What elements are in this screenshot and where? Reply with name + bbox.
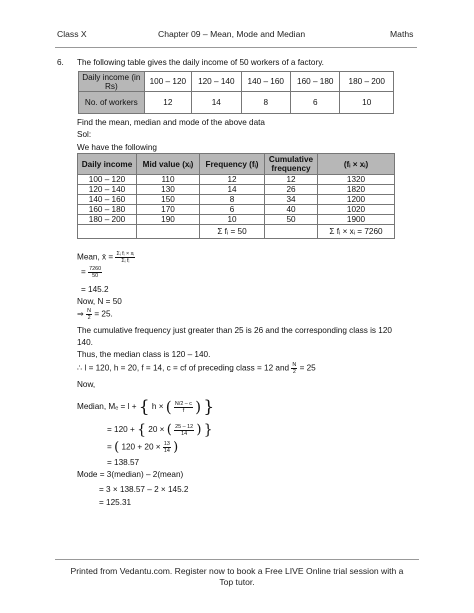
mean-label: Mean, <box>77 252 100 262</box>
table1-workers: 6 <box>291 92 340 114</box>
table2-cell: 1020 <box>318 205 395 215</box>
table2-cell: 1320 <box>318 175 395 185</box>
step2-denominator: 14 <box>181 430 188 437</box>
table1-class: 160 – 180 <box>291 72 340 92</box>
table2-cell: 26 <box>265 185 318 195</box>
left-brace-icon: { <box>137 422 146 438</box>
mean-denominator: Σᵢ fᵢ <box>121 258 130 264</box>
median-formula <box>77 397 214 417</box>
question-number: 6. <box>57 58 64 67</box>
cf-line-1: The cumulative frequency just greater than 25 is 26 and the corresponding class is 120 <box>77 326 392 335</box>
median-fraction <box>174 401 193 414</box>
n-line: Now, N = 50 <box>77 297 122 306</box>
footer-line-2: Top tutor. <box>219 577 255 587</box>
table1-class: 140 – 160 <box>241 72 290 92</box>
right-paren-icon: ) <box>196 422 202 438</box>
right-paren-icon: ) <box>173 440 179 455</box>
implies-icon: ⇒ <box>77 309 84 319</box>
table1-workers: 14 <box>192 92 241 114</box>
left-paren-icon: ( <box>165 398 172 416</box>
table2-cell: 160 – 180 <box>78 205 137 215</box>
table2-header: Daily income <box>78 154 137 175</box>
right-paren-icon: ) <box>195 398 202 416</box>
median-h: h × <box>151 402 164 412</box>
n2-numerator: N <box>87 308 92 314</box>
mean-denominator-2: 50 <box>92 273 99 279</box>
step3-denominator: 14 <box>163 448 170 454</box>
table2-header: (fᵢ × xᵢ) <box>318 154 395 175</box>
median-result: = 138.57 <box>107 458 140 467</box>
left-paren-icon: ( <box>166 422 172 438</box>
table1-row-label-workers: No. of workers <box>79 92 145 114</box>
step3-text: = <box>107 442 112 452</box>
params-line <box>77 362 316 375</box>
table2-cell: 140 – 160 <box>78 195 137 205</box>
table2-cell: 34 <box>265 195 318 205</box>
params-fraction <box>291 362 297 375</box>
header-rule <box>55 47 417 48</box>
table2-cell: 120 – 140 <box>78 185 137 195</box>
step3-numerator: 13 <box>163 441 170 447</box>
params-text: ∴ l = 120, h = 20, f = 14, c = cf of preceding class = 12 and <box>77 363 290 373</box>
mean-xbar: x̄ = <box>102 252 114 262</box>
mode-step: = 3 × 138.57 – 2 × 145.2 <box>99 485 189 494</box>
table2-cell: 6 <box>200 205 265 215</box>
table1-class: 100 – 120 <box>144 72 191 92</box>
table2-cell: 190 <box>137 215 200 225</box>
n2-denominator: 2 <box>87 315 91 321</box>
params-numerator: N <box>292 362 297 368</box>
table2-cell: 1200 <box>318 195 395 205</box>
median-step-2 <box>107 422 213 438</box>
table2-cell: 150 <box>137 195 200 205</box>
right-brace-icon: } <box>203 397 215 417</box>
table2-cell: 14 <box>200 185 265 195</box>
table2-cell: 170 <box>137 205 200 215</box>
table2-cell: 100 – 120 <box>78 175 137 185</box>
mean-line-2 <box>81 266 102 279</box>
table2-cell: 1900 <box>318 215 395 225</box>
step2-numerator: 25 – 12 <box>175 423 194 430</box>
intro-text: We have the following <box>77 143 157 152</box>
n2-line <box>77 308 113 321</box>
question-text: The following table gives the daily income of 50 workers of a factory. <box>77 58 324 67</box>
n2-fraction <box>86 308 92 321</box>
step2-inner: 20 × <box>148 425 165 435</box>
table2-cell: 12 <box>200 175 265 185</box>
table2-cell: 8 <box>200 195 265 205</box>
median-numerator: N/2 – c <box>174 400 192 407</box>
step3-inner: 120 + 20 × <box>121 442 161 452</box>
sol-label: Sol: <box>77 130 92 139</box>
n2-result: = 25. <box>94 309 113 319</box>
table2-cell: 130 <box>137 185 200 195</box>
table2-total-fx: Σ fᵢ × xᵢ = 7260 <box>318 225 395 239</box>
now-label: Now, <box>77 380 96 389</box>
table1-workers: 8 <box>241 92 290 114</box>
table2-cell: 12 <box>265 175 318 185</box>
mean-fraction-2 <box>88 266 102 279</box>
table2-cell: 40 <box>265 205 318 215</box>
mean-fraction <box>115 251 135 264</box>
table1-row-label-income: Daily income (in Rs) <box>79 72 145 92</box>
mode-line: Mode = 3(median) – 2(mean) <box>77 470 184 479</box>
table2-cell: 1820 <box>318 185 395 195</box>
table1-class: 120 – 140 <box>192 72 241 92</box>
median-step-3 <box>107 440 178 455</box>
step3-fraction <box>163 441 171 454</box>
task-text: Find the mean, median and mode of the above data <box>77 118 265 127</box>
right-brace-icon: } <box>203 422 213 438</box>
step2-text: = 120 + <box>107 425 135 435</box>
cf-line-2: 140. <box>77 338 93 347</box>
median-class-line: Thus, the median class is 120 – 140. <box>77 350 211 359</box>
table1-workers: 10 <box>340 92 394 114</box>
step2-fraction <box>174 424 194 437</box>
table2-total-f: Σ fᵢ = 50 <box>200 225 265 239</box>
table2-cell: 50 <box>265 215 318 225</box>
median-label: Median, Mₑ = l + <box>77 402 137 412</box>
table2-cell: 10 <box>200 215 265 225</box>
table1-class: 180 – 200 <box>340 72 394 92</box>
mean-numerator: Σᵢ fᵢ × xᵢ <box>116 251 135 257</box>
footer-line-1: Printed from Vedantu.com. Register now to book a Free LIVE Online trial session with a <box>70 566 404 576</box>
table2-header: Frequency (fᵢ) <box>200 154 265 175</box>
params-end: = 25 <box>299 363 316 373</box>
computation-table <box>77 153 395 239</box>
table1-workers: 12 <box>144 92 191 114</box>
table2-cell: 180 – 200 <box>78 215 137 225</box>
params-denominator: 2 <box>292 369 296 375</box>
mode-result: = 125.31 <box>99 498 132 507</box>
median-denominator: f <box>182 407 185 414</box>
income-table <box>78 71 394 114</box>
header-subject: Maths <box>390 29 414 39</box>
mean-eq2: = <box>81 267 86 277</box>
left-paren-icon: ( <box>114 440 120 455</box>
table2-header: Mid value (xᵢ) <box>137 154 200 175</box>
mean-result: = 145.2 <box>81 285 109 294</box>
table2-header: Cumulative frequency <box>265 154 318 175</box>
footer-rule <box>55 559 419 560</box>
left-brace-icon: { <box>138 397 150 417</box>
header-chapter: Chapter 09 – Mean, Mode and Median <box>158 29 306 39</box>
table2-cell: 110 <box>137 175 200 185</box>
mean-numerator-2: 7260 <box>89 266 102 272</box>
header-class: Class X <box>57 29 87 39</box>
mean-line <box>77 251 135 264</box>
